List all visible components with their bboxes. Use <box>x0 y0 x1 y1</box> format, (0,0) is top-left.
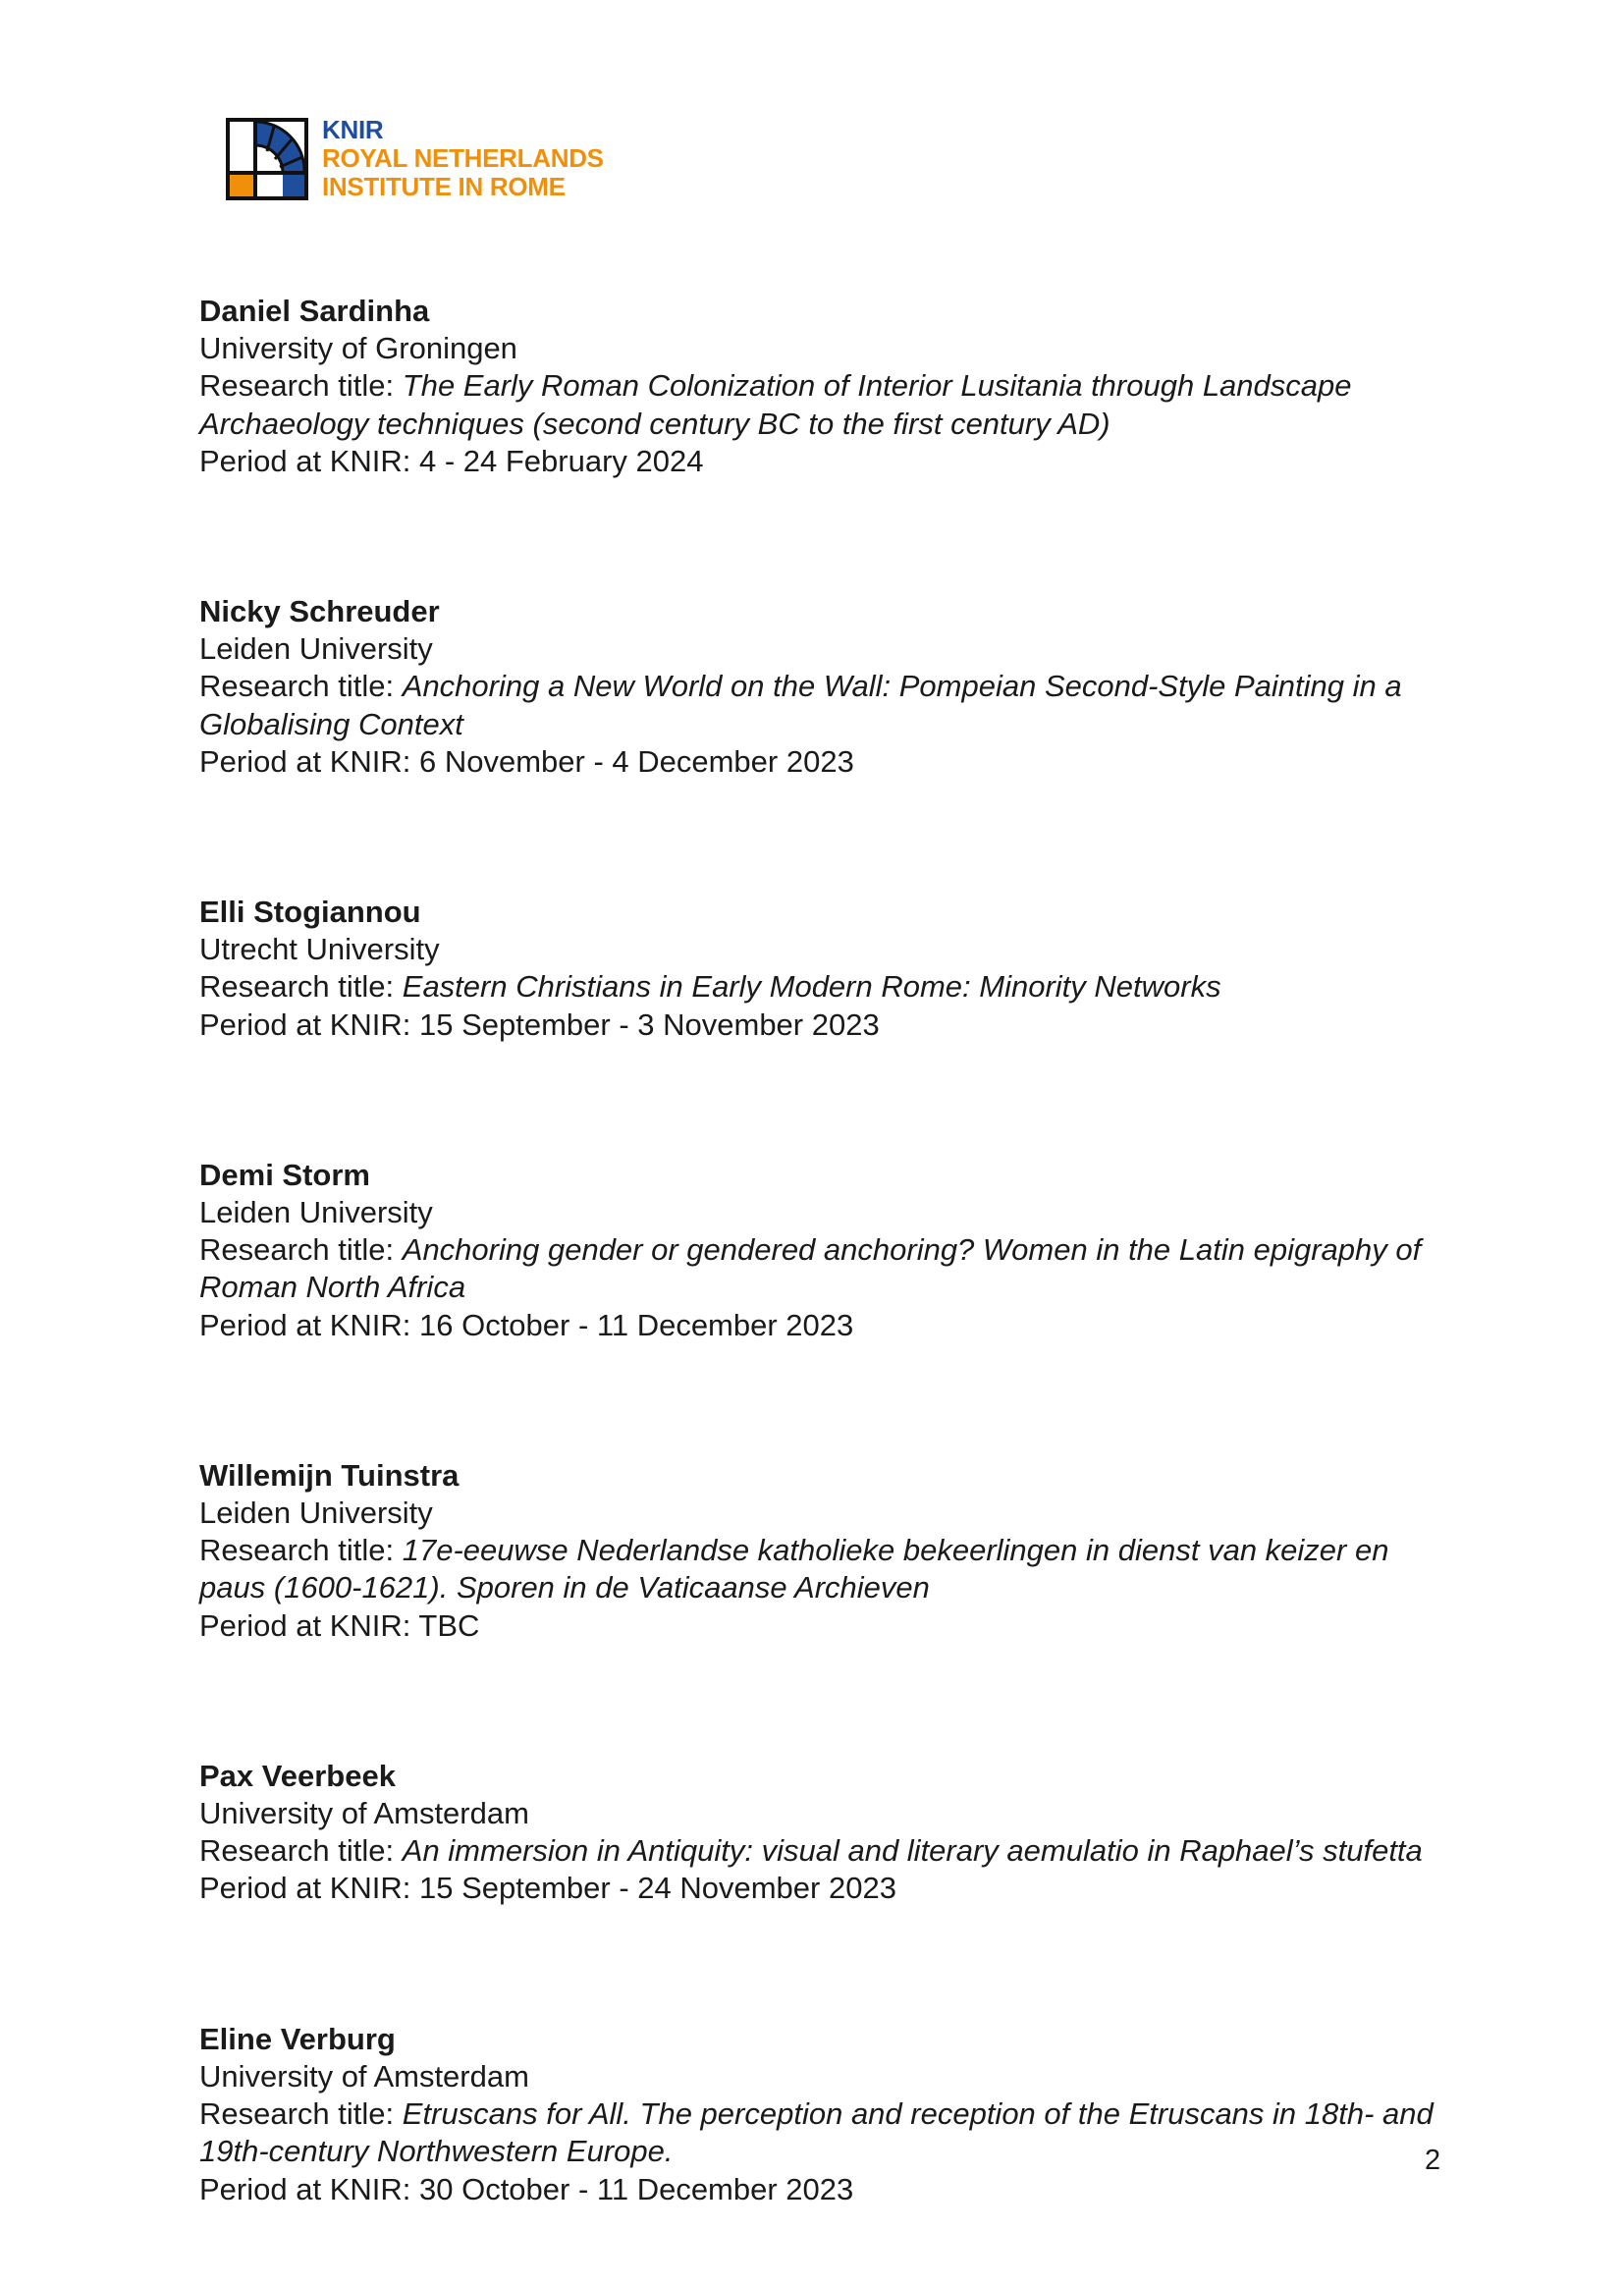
logo-line-1: ROYAL NETHERLANDS <box>322 143 604 173</box>
researcher-university: Leiden University <box>199 1195 433 1230</box>
period-value: 15 September - 24 November 2023 <box>418 1871 896 1906</box>
knir-logo <box>226 115 604 201</box>
period-value: TBC <box>418 1607 480 1643</box>
period-line <box>199 1607 1476 1645</box>
knir-emblem-icon <box>226 118 308 200</box>
period-line <box>199 1870 1476 1907</box>
research-title-label: Research title: <box>199 368 403 404</box>
period-line <box>199 2171 1476 2208</box>
logo-acronym: KNIR <box>322 115 384 144</box>
logo-wordmark <box>322 116 604 201</box>
research-title-line <box>199 968 1476 1006</box>
researcher-entry <box>199 1457 1476 1645</box>
period-line <box>199 1006 1476 1044</box>
period-label: Period at KNIR: <box>199 1871 419 1906</box>
logo-line-2: INSTITUTE IN ROME <box>322 172 566 201</box>
researcher-name: Pax Veerbeek <box>199 1758 396 1793</box>
period-value: 6 November - 4 December 2023 <box>418 743 854 779</box>
research-title-continued: Globalising Context <box>199 706 463 741</box>
researcher-list <box>199 293 1476 2208</box>
researcher-name: Eline Verburg <box>199 2021 396 2056</box>
research-title-continued: 19th-century Northwestern Europe. <box>199 2134 674 2169</box>
research-title-label: Research title: <box>199 969 403 1005</box>
researcher-entry <box>199 1758 1476 1908</box>
researcher-name: Daniel Sardinha <box>199 294 430 328</box>
period-value: 30 October - 11 December 2023 <box>418 2171 854 2206</box>
researcher-entry <box>199 293 1476 480</box>
research-title-continued: Roman North Africa <box>199 1270 466 1305</box>
research-title: Anchoring gender or gendered anchoring? Women in the Latin epigraphy of <box>402 1232 1422 1268</box>
research-title-line <box>199 1832 1476 1870</box>
researcher-university: Leiden University <box>199 1496 433 1531</box>
research-title: An immersion in Antiquity: visual and literary aemulatio in Raphael’s stufetta <box>402 1833 1423 1869</box>
period-label: Period at KNIR: <box>199 443 419 478</box>
researcher-name: Elli Stogiannou <box>199 895 421 930</box>
research-title: Etruscans for All. The perception and reception of the Etruscans in 18th- and <box>402 2096 1434 2132</box>
research-title-label: Research title: <box>199 669 403 704</box>
researcher-university: Utrecht University <box>199 932 440 967</box>
researcher-name: Nicky Schreuder <box>199 594 440 629</box>
research-title: Anchoring a New World on the Wall: Pompeian Second-Style Painting in a <box>402 669 1402 704</box>
researcher-university: University of Amsterdam <box>199 2058 529 2094</box>
researcher-entry <box>199 2021 1476 2208</box>
research-title: The Early Roman Colonization of Interior Lusitania through Landscape <box>402 368 1352 404</box>
period-label: Period at KNIR: <box>199 1607 419 1643</box>
period-value: 16 October - 11 December 2023 <box>418 1307 854 1342</box>
research-title-line <box>199 2095 1476 2133</box>
period-value: 4 - 24 February 2024 <box>418 443 704 478</box>
researcher-name: Willemijn Tuinstra <box>199 1457 460 1493</box>
researcher-university: Leiden University <box>199 631 433 667</box>
research-title-label: Research title: <box>199 2096 403 2132</box>
page-number: 2 <box>1425 2145 1441 2176</box>
research-title-line <box>199 367 1476 405</box>
period-label: Period at KNIR: <box>199 1307 419 1342</box>
research-title-label: Research title: <box>199 1533 403 1568</box>
researcher-entry <box>199 894 1476 1044</box>
researcher-entry <box>199 1157 1476 1344</box>
research-title-label: Research title: <box>199 1833 403 1869</box>
researcher-university: University of Groningen <box>199 331 517 366</box>
period-line <box>199 443 1476 480</box>
research-title-label: Research title: <box>199 1232 403 1268</box>
researcher-name: Demi Storm <box>199 1157 370 1192</box>
period-label: Period at KNIR: <box>199 743 419 779</box>
research-title-continued: paus (1600-1621). Sporen in de Vaticaanse Archieven <box>199 1570 930 1605</box>
research-title-continued: Archaeology techniques (second century BC to the first century AD) <box>199 406 1110 441</box>
research-title-line <box>199 1231 1476 1269</box>
period-line <box>199 1307 1476 1344</box>
research-title: Eastern Christians in Early Modern Rome: Minority Networks <box>402 969 1221 1005</box>
research-title-line <box>199 1532 1476 1569</box>
researcher-university: University of Amsterdam <box>199 1796 529 1831</box>
period-label: Period at KNIR: <box>199 2171 419 2206</box>
researcher-entry <box>199 593 1476 781</box>
research-title: 17e-eeuwse Nederlandse katholieke bekeerlingen in dienst van keizer en <box>402 1533 1389 1568</box>
research-title-line <box>199 668 1476 705</box>
period-line <box>199 743 1476 781</box>
period-value: 15 September - 3 November 2023 <box>418 1006 880 1042</box>
period-label: Period at KNIR: <box>199 1006 419 1042</box>
